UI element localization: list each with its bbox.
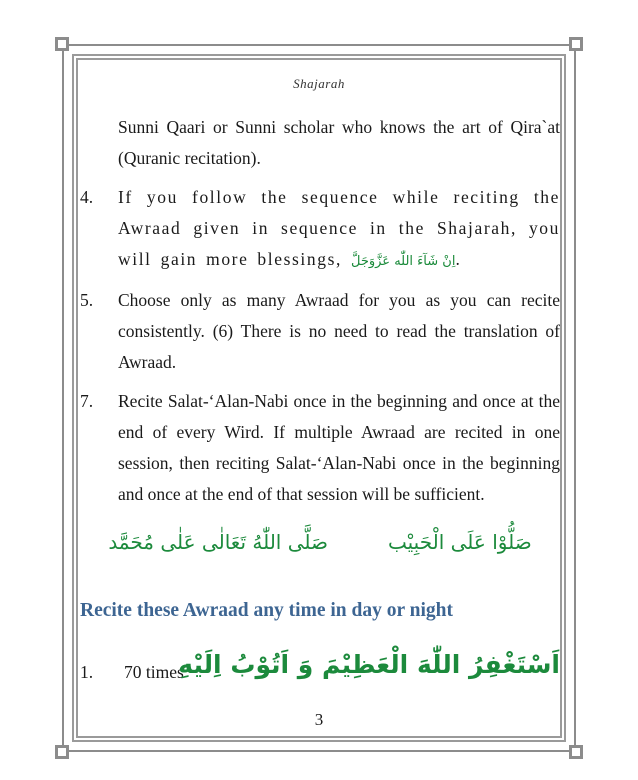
list-item-number: 5. [80,290,94,310]
list-item-text: Choose only as many Awraad for you as you can recite consistently. (6) There is no need to read the translation of Awraad. [118,290,560,372]
salat-right: صَلُّوْا عَلَى الْحَبِیْب [388,530,532,554]
frame-corner-bottom-left [55,745,69,759]
frame-corner-top-right [569,37,583,51]
list-item-text: Recite Salat-‘Alan-Nabi once in the beginning and once at the end of every Wird. If multiple Awraad are recited in one session, then reciting Salat-‘Alan-Nabi once in the beginning and once at the end of that session will be sufficient. [118,391,560,504]
body-text [80,112,560,510]
list-item-4 [80,182,560,277]
list-item-5 [80,285,560,378]
list-item-7 [80,386,560,510]
arabic-inline-phrase: اِنْ شَآءَ اللّٰه عَزَّوَجَلَّ [350,254,456,269]
intro-text: Sunni Qaari or Sunni scholar who knows the art of Qira`at (Quranic recitation). [118,117,560,168]
frame-corner-bottom-right [569,745,583,759]
frame-corner-top-left [55,37,69,51]
wird-row [80,650,560,694]
list-item-number: 7. [80,391,94,411]
page-number: 3 [314,710,324,729]
wird-arabic-text: اَسْتَغْفِرُ اللّٰهَ الْعَظِیْمَ وَ اَتُوْبُ اِلَیْهِ [178,650,560,679]
wird-times: 70 times [124,662,184,682]
list-item-text-part: If you follow the sequence while reciting the Awraad given in sequence in the Shajarah, you will gain more blessings, [118,187,560,269]
salat-line [80,530,560,554]
list-item-text-end: . [455,249,460,269]
list-item-number: 4. [80,187,94,207]
running-header: Shajarah [293,76,345,91]
salat-left: صَلَّى اللّٰهُ تَعَالٰى عَلٰى مُحَمَّد [108,530,328,554]
wird-number: 1. [80,662,94,682]
list-item-text [118,187,560,269]
intro-paragraph [80,112,560,174]
section-heading: Recite these Awraad any time in day or night [80,600,454,621]
